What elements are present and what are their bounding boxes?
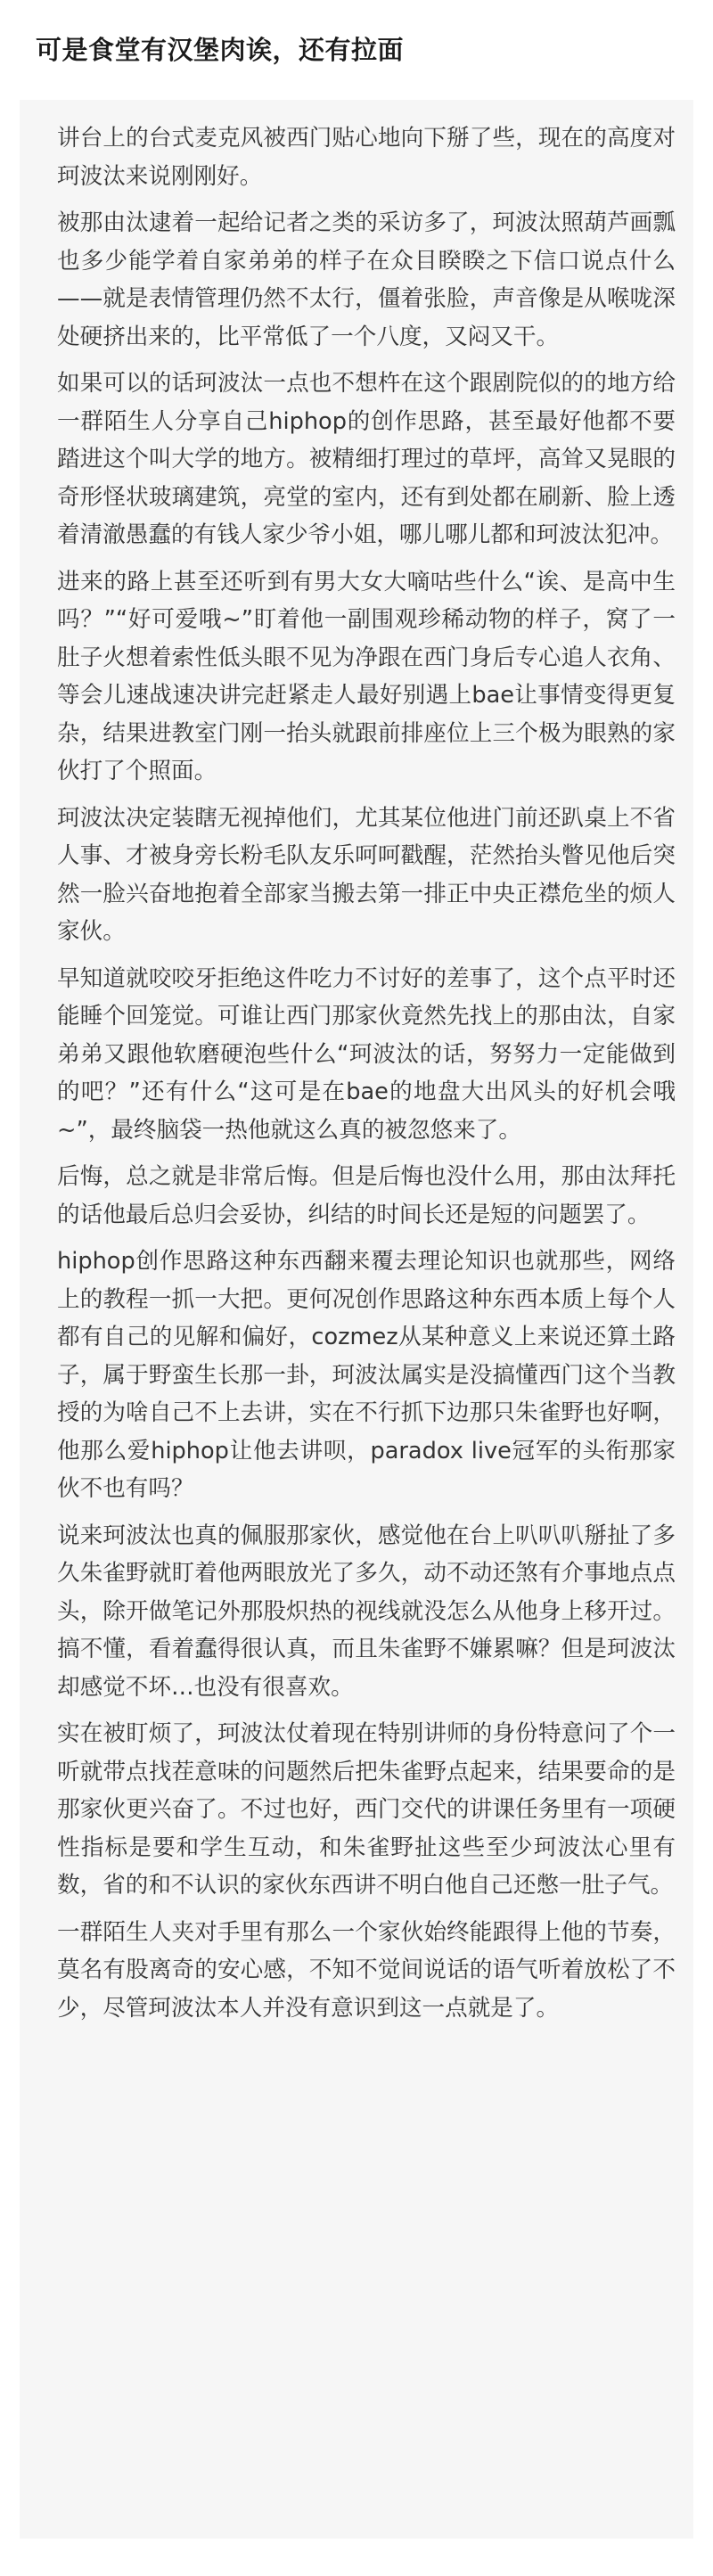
paragraph: 珂波汰决定装瞎无视掉他们，尤其某位他进门前还趴桌上不省人事、才被身旁长粉毛队友乐呵呵戳醒，茫然抬头瞥见他后突然一脸兴奋地抱着全部家当搬去第一排正中央正襟危坐的烦人家伙。	[57, 804, 676, 945]
content-area	[0, 100, 713, 2576]
paragraph: 被那由汰逮着一起给记者之类的采访多了，珂波汰照葫芦画瓢也多少能学着自家弟弟的样子在众目睽睽之下信口说点什么——就是表情管理仍然不太行，僵着张脸，声音像是从喉咙深处硬挤出来的，比平常低了一个八度，又闷又干。	[57, 209, 676, 350]
article-body	[20, 100, 693, 2539]
paragraph: 后悔，总之就是非常后悔。但是后悔也没什么用，那由汰拜托的话他最后总归会妥协，纠结的时间长还是短的问题罢了。	[57, 1163, 676, 1228]
paragraph: 讲台上的台式麦克风被西门贴心地向下掰了些，现在的高度对珂波汰来说刚刚好。	[57, 125, 676, 190]
title-bar	[0, 0, 713, 100]
paragraph: 实在被盯烦了，珂波汰仗着现在特别讲师的身份特意问了个一听就带点找茬意味的问题然后把朱雀野点起来，结果要命的是那家伙更兴奋了。不过也好，西门交代的讲课任务里有一项硬性指标是要和学生互动，和朱雀野扯这些至少珂波汰心里有数，省的和不认识的家伙东西讲不明白他自己还憋一肚子气。	[57, 1720, 676, 1899]
paragraph: 早知道就咬咬牙拒绝这件吃力不讨好的差事了，这个点平时还能睡个回笼觉。可谁让西门那家伙竟然先找上的那由汰，自家弟弟又跟他软磨硬泡些什么“珂波汰的话，努努力一定能做到的吧？”还有什么“这可是在bae的地盘大出风头的好机会哦~”，最终脑袋一热他就这么真的被忽悠来了。	[57, 964, 676, 1144]
paragraph: 一群陌生人夹对手里有那么一个家伙始终能跟得上他的节奏，莫名有股离奇的安心感，不知不觉间说话的语气听着放松了不少，尽管珂波汰本人并没有意识到这一点就是了。	[57, 1918, 676, 2022]
paragraph: 进来的路上甚至还听到有男大女大嘀咕些什么“诶、是高中生吗？”“好可爱哦~”盯着他一副围观珍稀动物的样子，窝了一肚子火想着索性低头眼不见为净跟在西门身后专心追人衣角、等会儿速战速决讲完赶紧走人最好别遇上bae让事情变得更复杂，结果进教室门刚一抬头就跟前排座位上三个极为眼熟的家伙打了个照面。	[57, 568, 676, 784]
paragraph: 说来珂波汰也真的佩服那家伙，感觉他在台上叭叭叭掰扯了多久朱雀野就盯着他两眼放光了多久，动不动还煞有介事地点点头，除开做笔记外那股炽热的视线就没怎么从他身上移开过。搞不懂，看着蠢得很认真，而且朱雀野不嫌累嘛？但是珂波汰却感觉不坏…也没有很喜欢。	[57, 1522, 676, 1701]
page-title: 可是食堂有汉堡肉诶，还有拉面	[36, 35, 405, 65]
paragraph: hiphop创作思路这种东西翻来覆去理论知识也就那些，网络上的教程一抓一大把。更何况创作思路这种东西本质上每个人都有自己的见解和偏好，cozmez从某种意义上来说还算土路子，属于野蛮生长那一卦，珂波汰属实是没搞懂西门这个当教授的为啥自己不上去讲，实在不行抓下边那只朱雀野也好啊，他那么爱hiphop让他去讲呗，paradox live冠军的头衔那家伙不也有吗？	[57, 1248, 676, 1502]
paragraph: 如果可以的话珂波汰一点也不想杵在这个跟剧院似的的地方给一群陌生人分享自己hiphop的创作思路，甚至最好他都不要踏进这个叫大学的地方。被精细打理过的草坪，高耸又晃眼的奇形怪状玻璃建筑，亮堂的室内，还有到处都在刷新、脸上透着清澈愚蠢的有钱人家少爷小姐，哪儿哪儿都和珂波汰犯冲。	[57, 370, 676, 548]
